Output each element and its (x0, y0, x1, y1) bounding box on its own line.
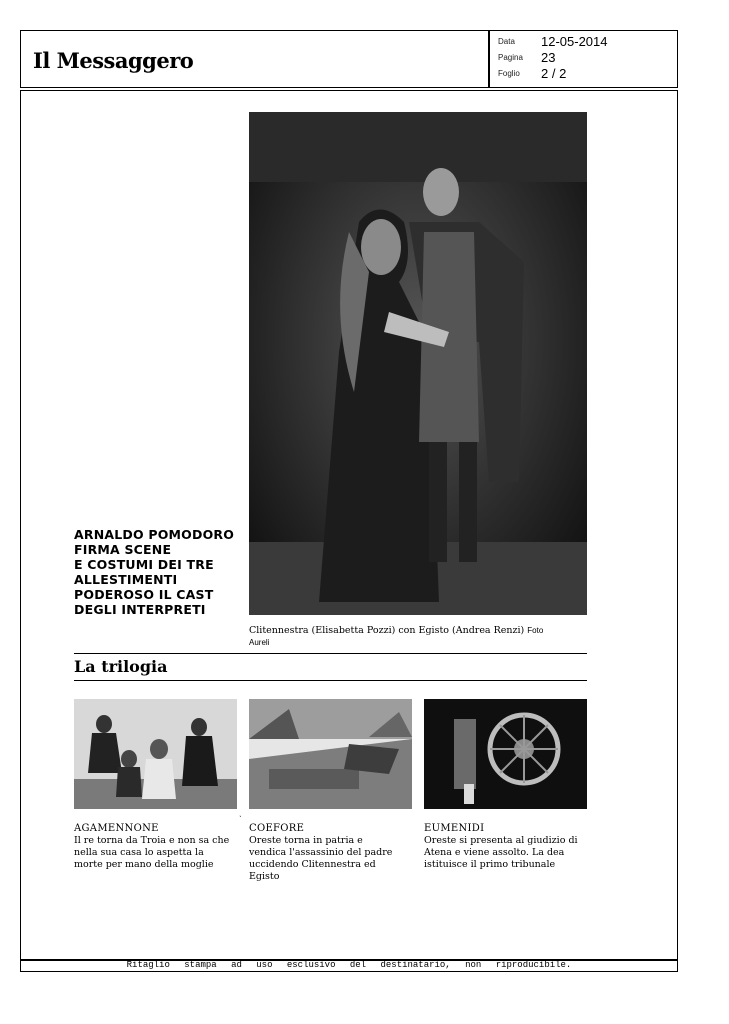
trilogy-title-eumenidi: EUMENIDI (424, 823, 485, 834)
stage-photo-image (249, 112, 587, 615)
meta-page-value: 23 (541, 50, 556, 65)
trilogy-line: morte per mano della moglie (74, 859, 214, 870)
headline-line: PODEROSO IL CAST (74, 587, 214, 602)
eumenidi-image (424, 699, 587, 809)
trilogy-title-agamennone: AGAMENNONE (74, 823, 159, 834)
photo-caption (249, 625, 589, 649)
section-title-trilogia: La trilogia (74, 657, 168, 676)
caption-credit-name: Aureli (249, 638, 270, 647)
section-rule-top (74, 653, 587, 654)
meta-sheet-label: Foglio (498, 69, 520, 78)
trilogy-text-agamennone (74, 835, 239, 871)
meta-date-row (498, 34, 673, 50)
trilogy-text-eumenidi (424, 835, 589, 871)
trilogy-line: Egisto (249, 871, 280, 882)
trilogy-text-coefore (249, 835, 414, 883)
footer-notice: Ritaglio stampa ad uso esclusivo del destinatario, non riproducibile. (126, 960, 572, 970)
newspaper-logo: Il Messaggero (33, 48, 194, 73)
section-rule-bottom (74, 680, 587, 681)
thumb-agamennone-photo (74, 699, 237, 809)
stray-mark: ˋ (239, 815, 242, 824)
agamennone-image (74, 699, 237, 809)
meta-sheet-row (498, 66, 673, 82)
trilogy-line: uccidendo Clitennestra ed (249, 859, 376, 870)
article-headline (74, 527, 234, 617)
trilogy-line: Atena e viene assolto. La dea (424, 847, 565, 858)
footer-notice-box (20, 960, 678, 972)
headline-line: E COSTUMI DEI TRE (74, 557, 214, 572)
headline-line: ARNALDO POMODORO (74, 527, 235, 542)
meta-date-value: 12-05-2014 (541, 34, 608, 49)
trilogy-line: nella sua casa lo aspetta la (74, 847, 204, 858)
clipping-metadata (489, 30, 678, 88)
meta-page-row (498, 50, 673, 66)
coefore-image (249, 699, 412, 809)
trilogy-line: istituisce il primo tribunale (424, 859, 556, 870)
headline-line: DEGLI INTERPRETI (74, 602, 206, 617)
headline-line: FIRMA SCENE (74, 542, 172, 557)
caption-text: Clitennestra (Elisabetta Pozzi) con Egisto (Andrea Renzi) (249, 625, 525, 636)
caption-credit: Foto (527, 626, 544, 635)
thumb-coefore-photo (249, 699, 412, 809)
meta-page-label: Pagina (498, 53, 523, 62)
masthead (20, 30, 489, 88)
thumb-eumenidi-photo (424, 699, 587, 809)
meta-date-label: Data (498, 37, 515, 46)
trilogy-line: Il re torna da Troia e non sa che (74, 835, 230, 846)
headline-line: ALLESTIMENTI (74, 572, 178, 587)
trilogy-line: Oreste si presenta al giudizio di (424, 835, 578, 846)
main-photo-clitennestra-egisto (249, 112, 587, 615)
trilogy-line: vendica l'assassinio del padre (249, 847, 393, 858)
trilogy-line: Oreste torna in patria e (249, 835, 363, 846)
meta-sheet-value: 2 / 2 (541, 66, 567, 81)
trilogy-title-coefore: COEFORE (249, 823, 305, 834)
